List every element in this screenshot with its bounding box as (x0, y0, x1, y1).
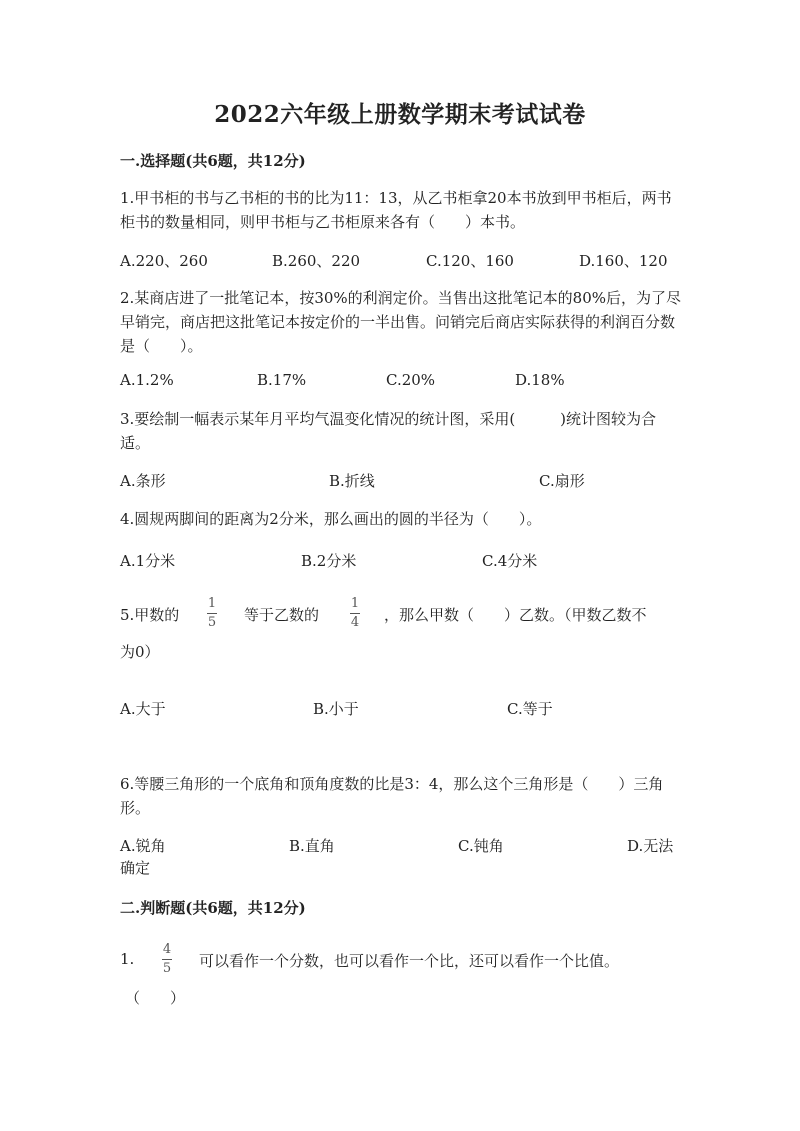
question-3-option-b: B.折线 (329, 472, 375, 490)
question-1-option-a: A.220、260 (120, 252, 208, 270)
question-2-option-b: B.17% (257, 371, 307, 389)
fraction-bar (162, 959, 172, 960)
question-3-option-c: C.扇形 (539, 472, 585, 490)
question-2-option-d: D.18% (515, 371, 565, 389)
question-5-prefix: 5.甲数的 (120, 606, 180, 624)
fraction-denominator: 5 (207, 615, 217, 630)
question-6-option-a: A.锐角 (120, 837, 166, 855)
fraction-bar (207, 613, 217, 614)
question-5-middle: 等于乙数的 (244, 606, 320, 624)
fraction-bar (350, 613, 360, 614)
fraction-numerator: 1 (350, 596, 360, 611)
question-5-fraction-2 (350, 596, 360, 630)
question-2-option-c: C.20% (386, 371, 436, 389)
question-4-option-a: A.1分米 (120, 552, 176, 570)
question-1-option-d: D.160、120 (579, 252, 668, 270)
question-6-option-c: C.钝角 (458, 837, 504, 855)
section-heading-judgement: 二.判断题(共6题，共12分) (120, 899, 306, 917)
judgement-1-number: 1. (120, 950, 135, 968)
fraction-denominator: 4 (350, 615, 360, 630)
question-1-option-c: C.120、160 (426, 252, 514, 270)
question-1-option-b: B.260、220 (272, 252, 361, 270)
question-3-option-a: A.条形 (120, 472, 166, 490)
question-6-option-d-wrap: 确定 (120, 859, 151, 877)
question-5-option-b: B.小于 (313, 700, 359, 718)
question-6-option-b: B.直角 (289, 837, 335, 855)
question-4-text: 4.圆规两脚间的距离为2分米，那么画出的圆的半径为（ ）。 (120, 510, 542, 528)
fraction-denominator: 5 (162, 961, 172, 976)
judgement-1-text: 可以看作一个分数，也可以看作一个比，还可以看作一个比值。 (199, 952, 620, 970)
question-5-line-2: 为0） (120, 643, 160, 661)
question-4-option-c: C.4分米 (482, 552, 538, 570)
question-5-option-c: C.等于 (507, 700, 553, 718)
question-1-text: 1.甲书柜的书与乙书柜的书的比为11：13，从乙书柜拿20本书放到甲书柜后，两书柜书的数量相同，则甲书柜与乙书柜原来各有（ ）本书。 (120, 189, 672, 231)
question-5-fraction-1 (207, 596, 217, 630)
question-2-text: 2.某商店进了一批笔记本，按30%的利润定价。当售出这批笔记本的80%后，为了尽早销完，商店把这批笔记本按定价的一半出售。问销完后商店实际获得的利润百分数是（ ）。 (120, 289, 681, 355)
page-title: 2022六年级上册数学期末考试试卷 (214, 101, 586, 128)
question-5-suffix: ，那么甲数（ ）乙数。（甲数乙数不 (384, 606, 647, 624)
question-6-text: 6.等腰三角形的一个底角和顶角度数的比是3：4，那么这个三角形是（ ）三角形。 (120, 775, 664, 817)
question-4-option-b: B.2分米 (301, 552, 357, 570)
question-6-option-d: D.无法 (627, 837, 674, 855)
fraction-numerator: 1 (207, 596, 217, 611)
question-2-option-a: A.1.2% (120, 371, 174, 389)
section-heading-choice: 一.选择题(共6题，共12分) (120, 152, 306, 170)
question-3-text: 3.要绘制一幅表示某年月平均气温变化情况的统计图，采用( )统计图较为合适。 (120, 410, 657, 452)
judgement-1-answer-blank: （ ） (125, 989, 186, 1007)
fraction-numerator: 4 (162, 942, 172, 957)
question-5-option-a: A.大于 (120, 700, 166, 718)
judgement-1-fraction (162, 942, 172, 976)
